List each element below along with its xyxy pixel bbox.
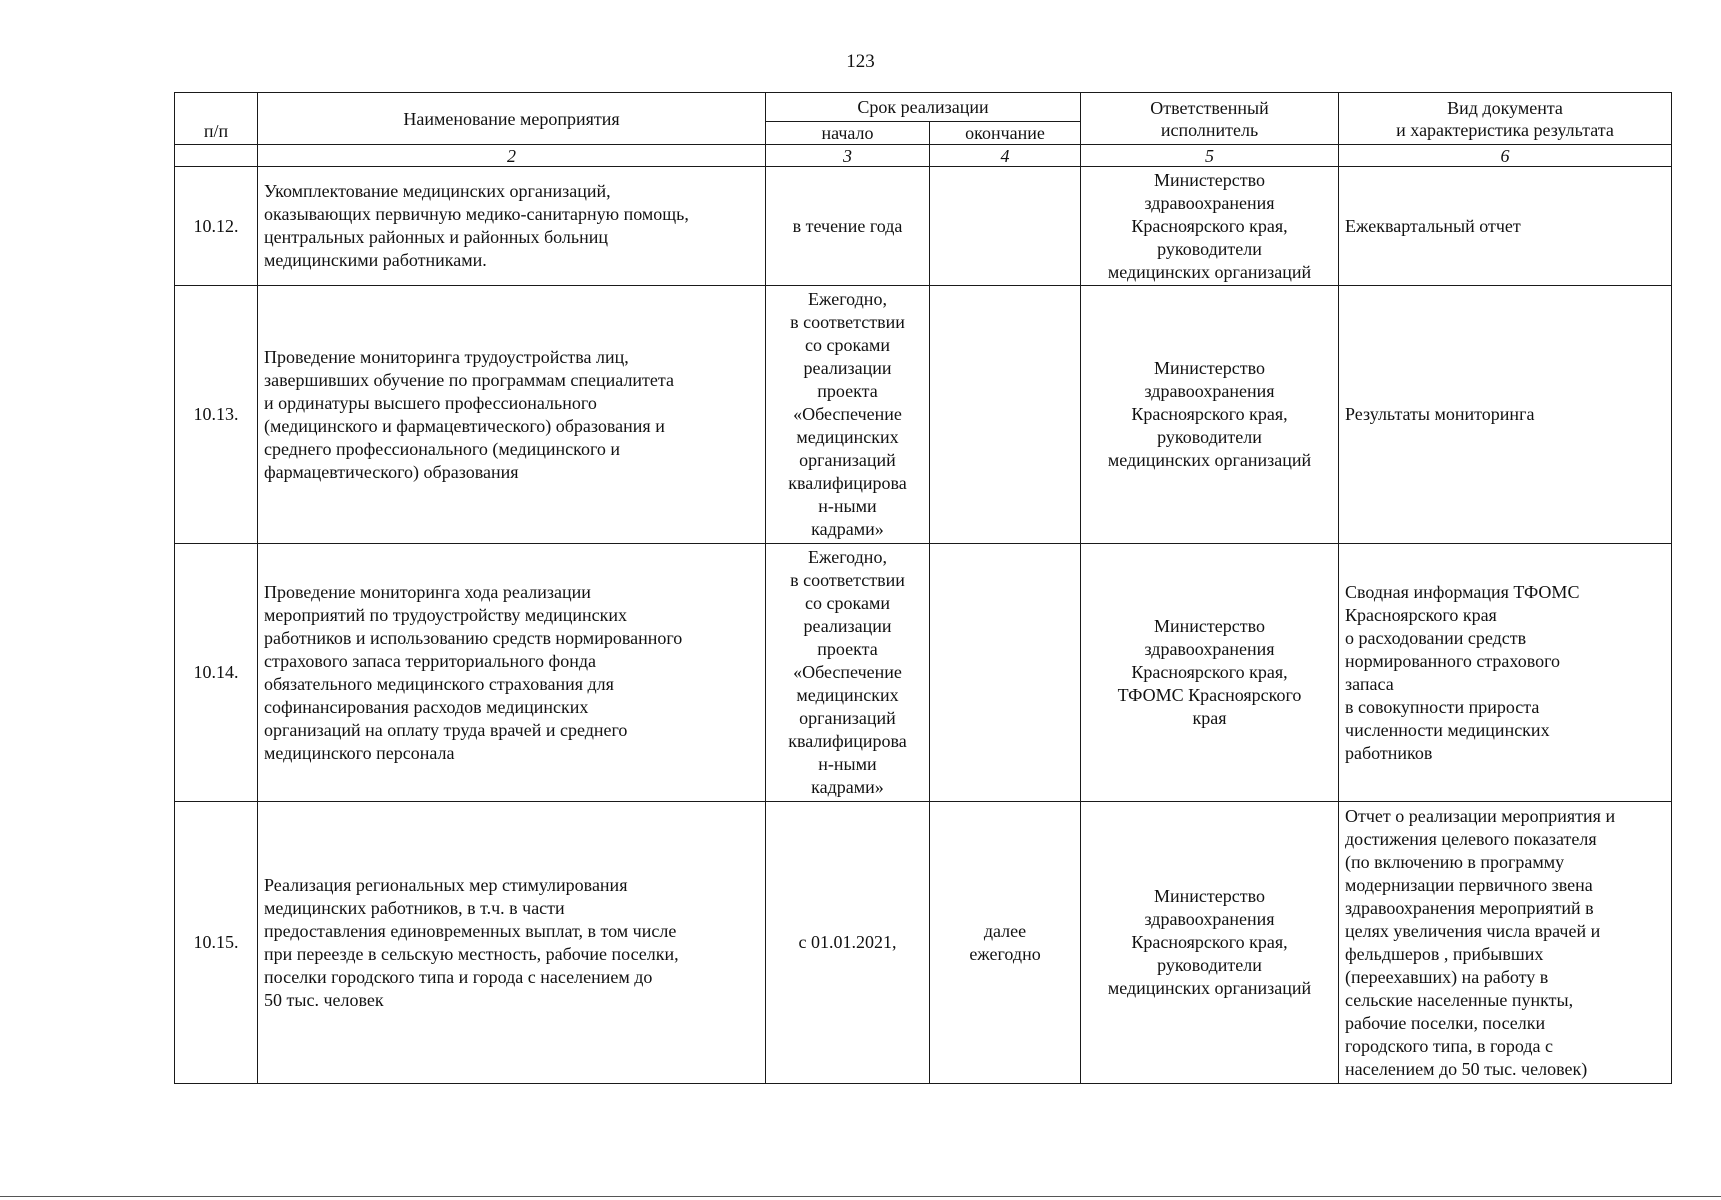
responsible-executor-line: Министерство xyxy=(1154,616,1265,636)
start-term-line: в соответствии xyxy=(790,570,905,590)
result-document-line: фельдшеров , прибывших xyxy=(1345,943,1544,964)
start-term xyxy=(766,167,930,286)
start-term-line: н-ными xyxy=(818,496,877,516)
responsible-executor-line: Министерство xyxy=(1154,358,1265,378)
activity-name-line: страхового запаса территориального фонда xyxy=(264,650,596,671)
result-document-line: Красноярского края xyxy=(1345,604,1497,625)
result-document xyxy=(1339,544,1672,802)
result-document-line: работников xyxy=(1345,742,1433,763)
table-row xyxy=(175,167,1672,286)
activity-name-line: завершивших обучение по программам специалитета xyxy=(264,369,674,390)
result-document-line: (переехавших) на работу в xyxy=(1345,966,1549,987)
responsible-executor-line: здравоохранения xyxy=(1144,639,1275,659)
page-number: 123 xyxy=(846,51,875,72)
responsible-executor-line: медицинских организаций xyxy=(1107,978,1312,998)
header-end: окончание xyxy=(930,122,1081,145)
result-document-line: населением до 50 тыс. человек) xyxy=(1345,1058,1588,1079)
start-term-line: «Обеспечение xyxy=(793,662,902,682)
result-document-line: Ежеквартальный отчет xyxy=(1345,215,1521,236)
responsible-executor-line: края xyxy=(1192,708,1227,728)
responsible-executor xyxy=(1081,286,1339,544)
start-term-line: со сроками xyxy=(805,335,890,355)
activity-name-line: медицинскими работниками. xyxy=(264,250,487,270)
start-term-line: н-ными xyxy=(818,754,877,774)
activity-name-line: обязательного медицинского страхования для xyxy=(264,673,614,694)
activity-name-line: оказывающих первичную медико-санитарную помощь, xyxy=(264,204,689,224)
start-term-line: медицинских xyxy=(796,685,899,705)
activity-name-line: Проведение мониторинга трудоустройства лиц, xyxy=(264,346,629,367)
start-term-line: Ежегодно, xyxy=(808,547,887,567)
column-number: 5 xyxy=(1081,145,1339,167)
end-term xyxy=(930,286,1081,544)
activity-name-line: предоставления единовременных выплат, в том числе xyxy=(264,920,677,941)
activity-name-line: Укомплектование медицинских организаций, xyxy=(264,181,611,201)
activity-name-line: Проведение мониторинга хода реализации xyxy=(264,581,591,602)
responsible-executor-line: здравоохранения xyxy=(1144,381,1275,401)
activity-name xyxy=(258,286,766,544)
end-term-line: далее xyxy=(983,920,1027,941)
responsible-executor xyxy=(1081,167,1339,286)
activity-name xyxy=(258,544,766,802)
start-term-line: с 01.01.2021, xyxy=(798,932,897,952)
responsible-executor-line: руководители xyxy=(1157,955,1262,975)
result-document xyxy=(1339,167,1672,286)
activity-name xyxy=(258,167,766,286)
activity-name-line: 50 тыс. человек xyxy=(264,989,384,1010)
row-number: 10.12. xyxy=(175,167,258,286)
responsible-executor-line: руководители xyxy=(1157,238,1262,259)
start-term-line: квалифицирова xyxy=(788,731,907,751)
activity-name-line: фармацевтического) образования xyxy=(264,461,519,482)
responsible-executor-line: Красноярского края, xyxy=(1131,404,1288,424)
activity-name-line: и ординатуры высшего профессионального xyxy=(264,392,597,413)
table-row xyxy=(175,544,1672,802)
activity-name xyxy=(258,802,766,1084)
start-term xyxy=(766,286,930,544)
header-number: п/п xyxy=(175,93,258,145)
result-document-line: здравоохранения мероприятий в xyxy=(1345,897,1594,918)
row-number: 10.13. xyxy=(175,286,258,544)
result-document-line: запаса xyxy=(1345,673,1394,694)
responsible-executor-line: Министерство xyxy=(1154,886,1265,906)
result-document-line: в совокупности прироста xyxy=(1345,696,1540,717)
start-term-line: реализации xyxy=(803,358,892,378)
result-document xyxy=(1339,286,1672,544)
result-document-line: сельские населенные пункты, xyxy=(1345,989,1574,1010)
result-document-line: Сводная информация ТФОМС xyxy=(1345,581,1580,602)
end-term-line: ежегодно xyxy=(969,943,1041,964)
start-term xyxy=(766,544,930,802)
column-number: 3 xyxy=(766,145,930,167)
result-document-line: рабочие поселки, поселки xyxy=(1345,1012,1546,1033)
result-document-line: нормированного страхового xyxy=(1345,650,1561,671)
row-number: 10.14. xyxy=(175,544,258,802)
header-responsible: Ответственный исполнитель xyxy=(1081,93,1339,145)
start-term-line: квалифицирова xyxy=(788,473,907,493)
start-term-line: в соответствии xyxy=(790,312,905,332)
header-start: начало xyxy=(766,122,930,145)
start-term-line: кадрами» xyxy=(811,519,884,539)
result-document-line: городского типа, в города с xyxy=(1345,1035,1554,1056)
start-term-line: организаций xyxy=(799,450,896,470)
activity-name-line: поселки городского типа и города с населением до xyxy=(264,966,653,987)
responsible-executor-line: руководители xyxy=(1157,427,1262,447)
activity-name-line: организаций на оплату труда врачей и среднего xyxy=(264,719,628,740)
result-document-line: Результаты мониторинга xyxy=(1345,404,1535,424)
end-term xyxy=(930,544,1081,802)
result-document xyxy=(1339,802,1672,1084)
column-number: 4 xyxy=(930,145,1081,167)
responsible-executor-line: медицинских организаций xyxy=(1107,261,1312,282)
result-document-line: о расходовании средств xyxy=(1345,627,1527,648)
header-document-type: Вид документа и характеристика результата xyxy=(1339,93,1672,145)
start-term-line: со сроками xyxy=(805,593,890,613)
responsible-executor-line: медицинских организаций xyxy=(1107,450,1312,470)
activity-name-line: центральных районных и районных больниц xyxy=(264,227,609,247)
activity-name-line: среднего профессионального (медицинского и xyxy=(264,438,621,459)
start-term-line: проекта xyxy=(817,381,878,401)
result-document-line: численности медицинских xyxy=(1345,719,1550,740)
start-term xyxy=(766,802,930,1084)
responsible-executor-line: Министерство xyxy=(1154,169,1265,190)
activity-name-line: мероприятий по трудоустройству медицинских xyxy=(264,604,628,625)
activity-name-line: при переезде в сельскую местность, рабочие поселки, xyxy=(264,943,679,964)
activity-name-line: (медицинского и фармацевтического) образования и xyxy=(264,415,665,436)
start-term-line: медицинских xyxy=(796,427,899,447)
start-term-line: кадрами» xyxy=(811,777,884,797)
activity-name-line: медицинского персонала xyxy=(264,742,455,763)
end-term xyxy=(930,167,1081,286)
column-number: 6 xyxy=(1339,145,1672,167)
column-number xyxy=(175,145,258,167)
header-activity-name: Наименование мероприятия xyxy=(258,93,766,145)
activity-name-line: работников и использованию средств нормированного xyxy=(264,627,683,648)
table-row xyxy=(175,802,1672,1084)
activity-name-line: софинансирования расходов медицинских xyxy=(264,696,589,717)
result-document-line: (по включению в программу xyxy=(1345,851,1565,872)
responsible-executor-line: Красноярского края, xyxy=(1131,215,1288,236)
row-number: 10.15. xyxy=(175,802,258,1084)
table-row xyxy=(175,286,1672,544)
responsible-executor xyxy=(1081,544,1339,802)
column-number-row xyxy=(175,145,1672,167)
responsible-executor-line: здравоохранения xyxy=(1144,192,1275,213)
responsible-executor xyxy=(1081,802,1339,1084)
responsible-executor-line: Красноярского края, xyxy=(1131,662,1288,682)
start-term-line: «Обеспечение xyxy=(793,404,902,424)
start-term-line: Ежегодно, xyxy=(808,289,887,309)
result-document-line: Отчет о реализации мероприятия и xyxy=(1345,805,1616,826)
activities-table xyxy=(174,92,1672,1084)
result-document-line: целях увеличения числа врачей и xyxy=(1345,920,1601,941)
activity-name-line: медицинских работников, в т.ч. в части xyxy=(264,897,565,918)
end-term xyxy=(930,802,1081,1084)
result-document-line: достижения целевого показателя xyxy=(1345,828,1597,849)
result-document-line: модернизации первичного звена xyxy=(1345,874,1593,895)
header-term: Срок реализации xyxy=(766,93,1081,122)
activity-name-line: Реализация региональных мер стимулирования xyxy=(264,874,628,895)
start-term-line: в течение года xyxy=(792,215,903,236)
responsible-executor-line: Красноярского края, xyxy=(1131,932,1288,952)
responsible-executor-line: здравоохранения xyxy=(1144,909,1275,929)
footer-rule xyxy=(0,1196,1721,1197)
responsible-executor-line: ТФОМС Красноярского xyxy=(1117,685,1302,705)
start-term-line: проекта xyxy=(817,639,878,659)
column-number: 2 xyxy=(258,145,766,167)
start-term-line: реализации xyxy=(803,616,892,636)
start-term-line: организаций xyxy=(799,708,896,728)
